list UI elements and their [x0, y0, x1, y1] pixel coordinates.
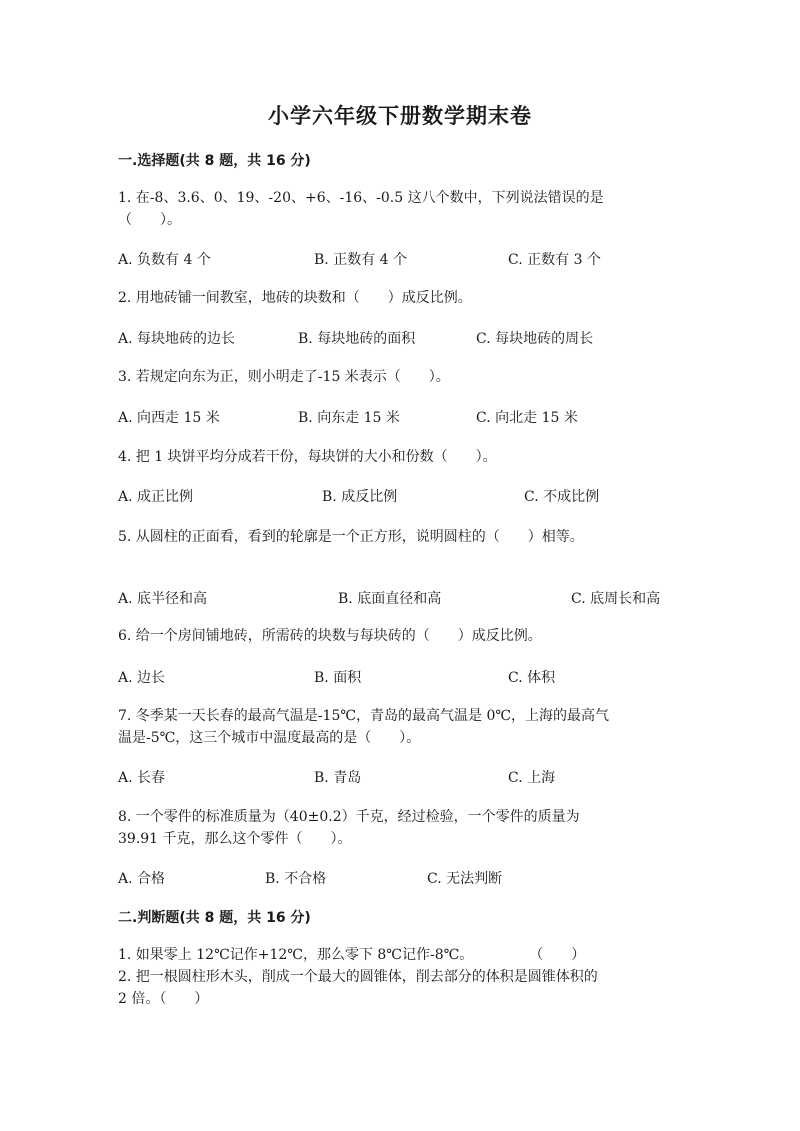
q6-option-b: B. 面积	[314, 670, 362, 686]
question-8-line2: 39.91 千克，那么这个零件（ ）。	[118, 831, 352, 847]
question-1: 1. 在-8、3.6、0、19、-20、+6、-16、-0.5 这八个数中，下列说法错误的是	[118, 190, 604, 206]
q4-option-b: B. 成反比例	[322, 489, 398, 505]
q5-option-a: A. 底半径和高	[118, 591, 208, 607]
q1-option-c: C. 正数有 3 个	[508, 252, 601, 268]
q1-option-b: B. 正数有 4 个	[314, 252, 407, 268]
q2-option-b: B. 每块地砖的面积	[298, 331, 416, 347]
question-4: 4. 把 1 块饼平均分成若干份，每块饼的大小和份数（ ）。	[118, 449, 497, 465]
section-heading-judgement: 二.判断题(共 8 题，共 16 分)	[118, 910, 311, 926]
q6-option-c: C. 体积	[508, 670, 556, 686]
q5-option-c: C. 底周长和高	[571, 591, 661, 607]
question-1-line2: （ ）。	[118, 212, 181, 228]
q7-option-b: B. 青岛	[314, 770, 362, 786]
q2-option-c: C. 每块地砖的周长	[476, 331, 594, 347]
q3-option-b: B. 向东走 15 米	[298, 410, 400, 426]
question-2: 2. 用地砖铺一间教室，地砖的块数和（ ）成反比例。	[118, 290, 472, 306]
judge-question-2-line2: 2 倍。（ ）	[118, 991, 209, 1007]
q8-option-c: C. 无法判断	[427, 871, 503, 887]
q4-option-c: C. 不成比例	[524, 489, 600, 505]
question-8: 8. 一个零件的标准质量为（40±0.2）千克，经过检验，一个零件的质量为	[118, 809, 580, 825]
q6-option-a: A. 边长	[118, 670, 166, 686]
q7-option-c: C. 上海	[508, 770, 556, 786]
judge-question-1: 1. 如果零上 12℃记作+12℃，那么零下 8℃记作-8℃。 （ ）	[118, 947, 586, 963]
q1-option-a: A. 负数有 4 个	[118, 252, 211, 268]
question-3: 3. 若规定向东为正，则小明走了-15 米表示（ ）。	[118, 369, 450, 385]
section-heading-choice: 一.选择题(共 8 题，共 16 分)	[118, 153, 311, 169]
question-7-line2: 温是-5℃，这三个城市中温度最高的是（ ）。	[118, 730, 421, 746]
q4-option-a: A. 成正比例	[118, 489, 194, 505]
q8-option-a: A. 合格	[118, 871, 166, 887]
q3-option-a: A. 向西走 15 米	[118, 410, 220, 426]
q2-option-a: A. 每块地砖的边长	[118, 331, 236, 347]
q5-option-b: B. 底面直径和高	[338, 591, 442, 607]
page-title: 小学六年级下册数学期末卷	[268, 104, 532, 128]
question-5: 5. 从圆柱的正面看，看到的轮廓是一个正方形，说明圆柱的（ ）相等。	[118, 529, 584, 545]
q8-option-b: B. 不合格	[265, 871, 327, 887]
q3-option-c: C. 向北走 15 米	[476, 410, 578, 426]
question-7: 7. 冬季某一天长春的最高气温是-15℃，青岛的最高气温是 0℃，上海的最高气	[118, 708, 610, 724]
judge-question-2: 2. 把一根圆柱形木头，削成一个最大的圆锥体，削去部分的体积是圆锥体积的	[118, 969, 598, 985]
question-6: 6. 给一个房间铺地砖，所需砖的块数与每块砖的（ ）成反比例。	[118, 628, 542, 644]
q7-option-a: A. 长春	[118, 770, 166, 786]
